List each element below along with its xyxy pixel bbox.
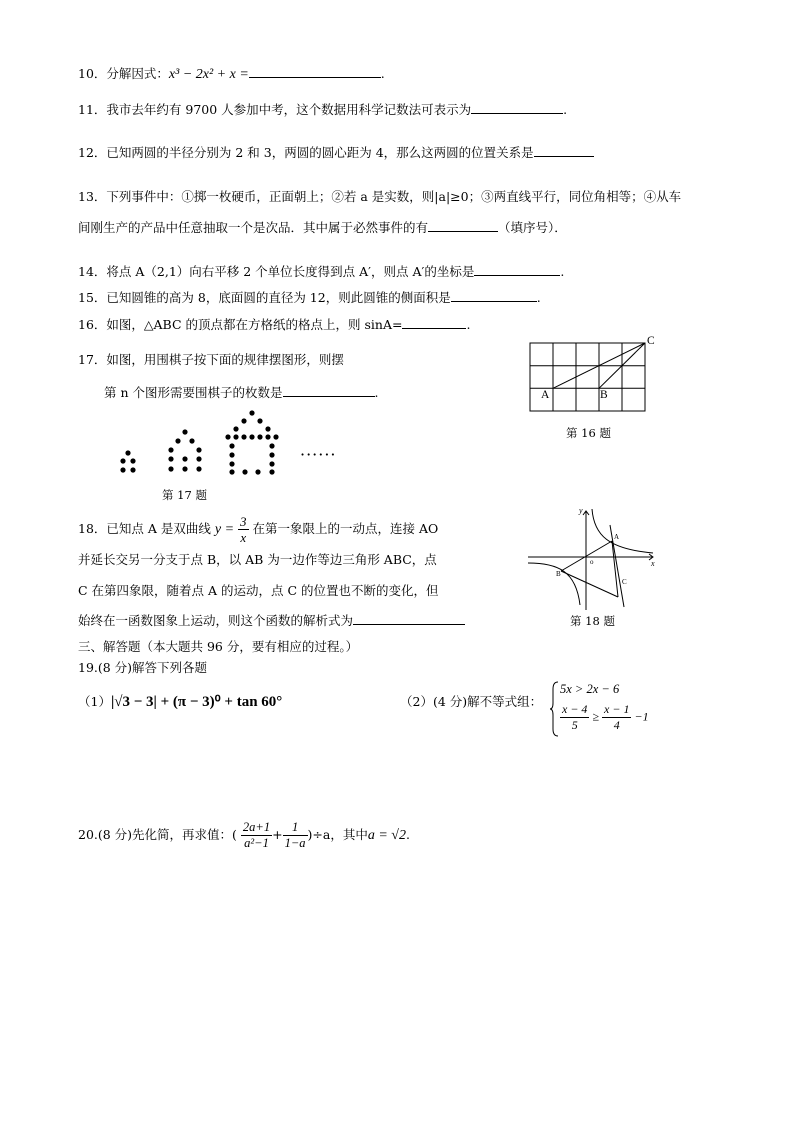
q14-answer-blank[interactable] — [474, 263, 560, 276]
fig18-label-y: y — [579, 506, 583, 515]
q16-text: 16．如图，△ABC 的顶点都在方格纸的格点上，则 sinA= — [78, 317, 403, 332]
fig18-label-x: x — [651, 559, 655, 568]
fig16-label-c: C — [647, 335, 655, 347]
q19-ineq2-fraction-2 — [602, 702, 631, 733]
section-3-heading: 三、解答题（本大题共 96 分，要有相应的过程。） — [78, 639, 359, 654]
question-18-line-3: C 在第四象限，随着点 A 的运动，点 C 的位置也不断的变化，但 — [78, 583, 439, 598]
question-17-line-2 — [104, 384, 378, 402]
q20-f1-num: 2a+1 — [242, 820, 271, 834]
q20-after: )÷a，其中 — [307, 827, 368, 842]
question-18-line-4 — [78, 612, 465, 630]
q18-text: 始终在一函数图象上运动，则这个函数的解析式为 — [78, 613, 354, 628]
q18-fraction-numerator: 3 — [240, 514, 247, 529]
question-10 — [78, 65, 385, 84]
q19-ineq2-num-1: x − 4 — [562, 702, 588, 716]
q20-f1-den: a²−1 — [244, 836, 269, 850]
question-18-line-1 — [78, 514, 438, 545]
figure-16-grid — [530, 340, 650, 412]
q12-text: 12．已知两圆的半径分别为 2 和 3，两圆的圆心距为 4，那么这两圆的位置关系是 — [78, 145, 534, 160]
hyperbola-branch-1 — [592, 509, 653, 553]
q18-answer-blank[interactable] — [353, 612, 465, 625]
q18-fraction-denominator: x — [240, 530, 247, 545]
question-11 — [78, 101, 567, 119]
fig16-caption: 第 16 题 — [566, 426, 611, 440]
q16-end: . — [466, 317, 471, 332]
q19-inequality-1: 5x > 2x − 6 — [560, 682, 620, 696]
q19-part1-expression: |√3 − 3| + (π − 3)⁰ + tan 60° — [110, 694, 283, 710]
q12-answer-blank[interactable] — [534, 144, 594, 157]
hyperbola-branch-2 — [528, 563, 580, 605]
fig18-label-c: C — [622, 578, 627, 586]
q20-f2-den: 1−a — [284, 836, 306, 850]
question-19-part-1 — [78, 693, 282, 711]
q11-answer-blank[interactable] — [471, 101, 563, 114]
q19-ineq2-num-2: x − 1 — [604, 702, 630, 716]
question-17-line-1: 17．如图，用围棋子按下面的规律摆图形，则摆 — [78, 352, 344, 367]
fig17-caption: 第 17 题 — [162, 488, 207, 502]
question-18-line-2: 并延长交另一分支于点 B，以 AB 为一边作等边三角形 ABC，点 — [78, 552, 437, 567]
question-15 — [78, 289, 541, 307]
q17-answer-blank[interactable] — [283, 384, 375, 397]
q15-answer-blank[interactable] — [451, 289, 537, 302]
q17-end: . — [374, 385, 379, 400]
q19-ineq2-tail: −1 — [634, 709, 649, 724]
q10-expression: x³ − 2x² + x = — [168, 67, 249, 82]
q20-plus: + — [272, 827, 283, 842]
q20-end: . — [405, 827, 410, 842]
q20-fraction-2 — [283, 820, 308, 851]
q19-ineq2-den-1: 5 — [571, 718, 578, 732]
q20-value: a = √2 — [367, 828, 406, 843]
fig18-caption: 第 18 题 — [570, 614, 615, 628]
q18-fraction — [238, 514, 249, 545]
fig18-label-o: o — [590, 558, 594, 566]
fig18-label-b: B — [556, 570, 561, 578]
question-13-line-1: 13．下列事件中：①掷一枚硬币，正面朝上；②若 a 是实数，则|a|≥0；③两直线平行，同位角相等；④从车 — [78, 189, 682, 204]
question-16 — [78, 316, 470, 334]
fig16-label-a: A — [541, 389, 550, 401]
figure-17-stone-patterns — [110, 408, 360, 480]
q15-end: . — [536, 290, 541, 305]
q18-text-a: 18．已知点 A 是双曲线 — [78, 521, 211, 536]
q14-end: . — [560, 264, 565, 279]
q20-f2-num: 1 — [283, 820, 308, 836]
fig17-ellipsis: ······ — [300, 445, 337, 464]
q16-answer-blank[interactable] — [402, 316, 466, 329]
fig18-label-a: A — [614, 533, 620, 541]
q13-end: （填序号）． — [498, 220, 567, 235]
q19-ineq2-ge: ≥ — [592, 709, 600, 724]
system-brace — [550, 681, 560, 737]
q15-text: 15．已知圆锥的高为 8，底面圆的直径为 12，则此圆锥的侧面积是 — [78, 290, 451, 305]
question-20 — [78, 820, 410, 851]
q13-text: 间刚生产的产品中任意抽取一个是次品．其中属于必然事件的有 — [78, 220, 429, 235]
question-19-title: 19.(8 分)解答下列各题 — [78, 660, 208, 675]
q20-prefix: 20.(8 分)先化简，再求值：( — [78, 827, 237, 842]
q19-ineq2-fraction-1 — [560, 702, 589, 733]
question-19-part-2-label: （2）(4 分)解不等式组： — [400, 694, 543, 709]
q11-text: 11．我市去年约有 9700 人参加中考，这个数据用科学记数法可表示为 — [78, 102, 472, 117]
line-bc — [561, 571, 618, 597]
q19-part1-label: （1） — [78, 694, 111, 709]
q18-text-b: 在第一象限上的一动点，连接 AO — [252, 521, 439, 536]
q17-text: 第 n 个图形需要围棋子的枚数是 — [104, 385, 283, 400]
q10-text: 10．分解因式： — [78, 66, 169, 81]
question-14 — [78, 263, 564, 281]
q18-eq-lhs: y = — [214, 522, 235, 537]
fig16-label-b: B — [600, 389, 608, 401]
q10-answer-blank[interactable] — [249, 65, 381, 78]
question-12 — [78, 144, 594, 162]
q14-text: 14．将点 A（2,1）向右平移 2 个单位长度得到点 A′，则点 A′的坐标是 — [78, 264, 475, 279]
q19-ineq2-den-2: 4 — [613, 718, 620, 732]
q19-inequality-2 — [560, 702, 649, 733]
q10-end: . — [380, 66, 385, 81]
q11-end: . — [563, 102, 568, 117]
q13-answer-blank[interactable] — [428, 219, 498, 232]
question-13-line-2 — [78, 219, 567, 237]
q20-fraction-1 — [241, 820, 272, 851]
